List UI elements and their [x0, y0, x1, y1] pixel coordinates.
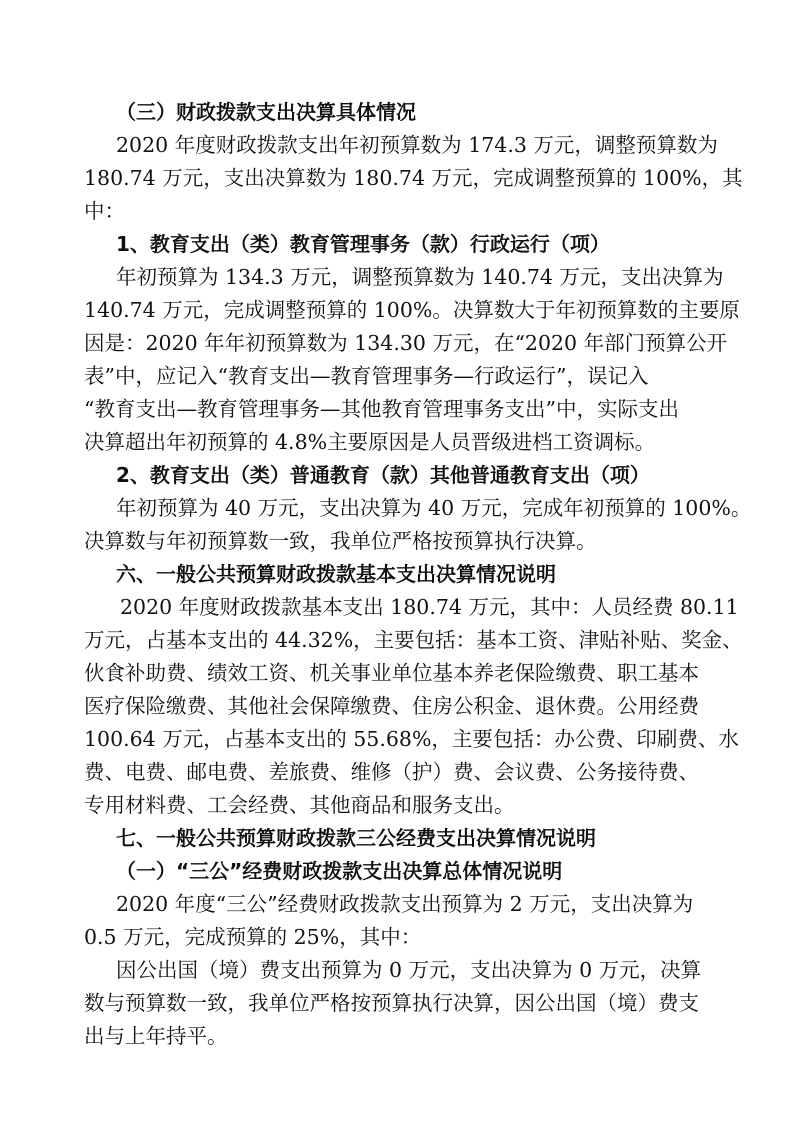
paragraph-line: 140.74 万元，完成调整预算的 100%。决算数大于年初预算数的主要原 [84, 298, 740, 322]
paragraph-line: “教育支出—教育管理事务—其他教育管理事务支出”中，实际支出 [84, 397, 679, 421]
paragraph-line: 年初预算为 40 万元，支出决算为 40 万元，完成年初预算的 100%。 [116, 496, 752, 520]
paragraph-line: 因是：2020 年年初预算数为 134.30 万元，在“2020 年部门预算公开 [84, 331, 728, 355]
heading-fiscal-details: （三）财政拨款支出决算具体情况 [116, 100, 416, 124]
paragraph-line: 出与上年持平。 [84, 1024, 228, 1048]
paragraph-line: 伙食补助费、绩效工资、机关事业单位基本养老保险缴费、职工基本 [84, 661, 699, 685]
heading-three-public-overall: （一）“三公”经费财政拨款支出决算总体情况说明 [116, 859, 563, 883]
paragraph-line: 数与预算数一致，我单位严格按预算执行决算，因公出国（境）费支 [84, 991, 699, 1015]
paragraph-line: 2020 年度财政拨款基本支出 180.74 万元，其中：人员经费 80.11 [120, 595, 739, 619]
paragraph-line: 专用材料费、工会经费、其他商品和服务支出。 [84, 793, 515, 817]
paragraph-line: 决算超出年初预算的 4.8%主要原因是人员晋级进档工资调标。 [84, 430, 656, 454]
paragraph-line: 决算数与年初预算数一致，我单位严格按预算执行决算。 [84, 529, 597, 553]
paragraph-line: 表”中，应记入“教育支出—教育管理事务—行政运行”，误记入 [84, 364, 649, 388]
paragraph-line: 2020 年度财政拨款支出年初预算数为 174.3 万元，调整预算数为 [116, 133, 718, 157]
paragraph-line: 费、电费、邮电费、差旅费、维修（护）费、会议费、公务接待费、 [84, 760, 699, 784]
paragraph-line: 0.5 万元，完成预算的 25%，其中： [84, 925, 422, 949]
paragraph-line: 因公出国（境）费支出预算为 0 万元，支出决算为 0 万元，决算 [116, 958, 702, 982]
heading-education-admin: 1、教育支出（类）教育管理事务（款）行政运行（项） [116, 232, 610, 256]
paragraph-line: 2020 年度“三公”经费财政拨款支出预算为 2 万元，支出决算为 [116, 892, 694, 916]
heading-general-education: 2、教育支出（类）普通教育（款）其他普通教育支出（项） [116, 463, 650, 487]
paragraph-line: 年初预算为 134.3 万元，调整预算数为 140.74 万元，支出决算为 [116, 265, 724, 289]
paragraph-line: 医疗保险缴费、其他社会保障缴费、住房公积金、退休费。公用经费 [84, 694, 699, 718]
paragraph-line: 万元，占基本支出的 44.32%，主要包括：基本工资、津贴补贴、奖金、 [84, 628, 743, 652]
heading-basic-expenditure: 六、一般公共预算财政拨款基本支出决算情况说明 [116, 562, 556, 586]
paragraph-line: 180.74 万元，支出决算数为 180.74 万元，完成调整预算的 100%，其 [84, 166, 743, 190]
heading-three-public: 七、一般公共预算财政拨款三公经费支出决算情况说明 [116, 826, 596, 850]
paragraph-line: 中： [84, 199, 125, 223]
paragraph-line: 100.64 万元，占基本支出的 55.68%，主要包括：办公费、印刷费、水 [84, 727, 739, 751]
